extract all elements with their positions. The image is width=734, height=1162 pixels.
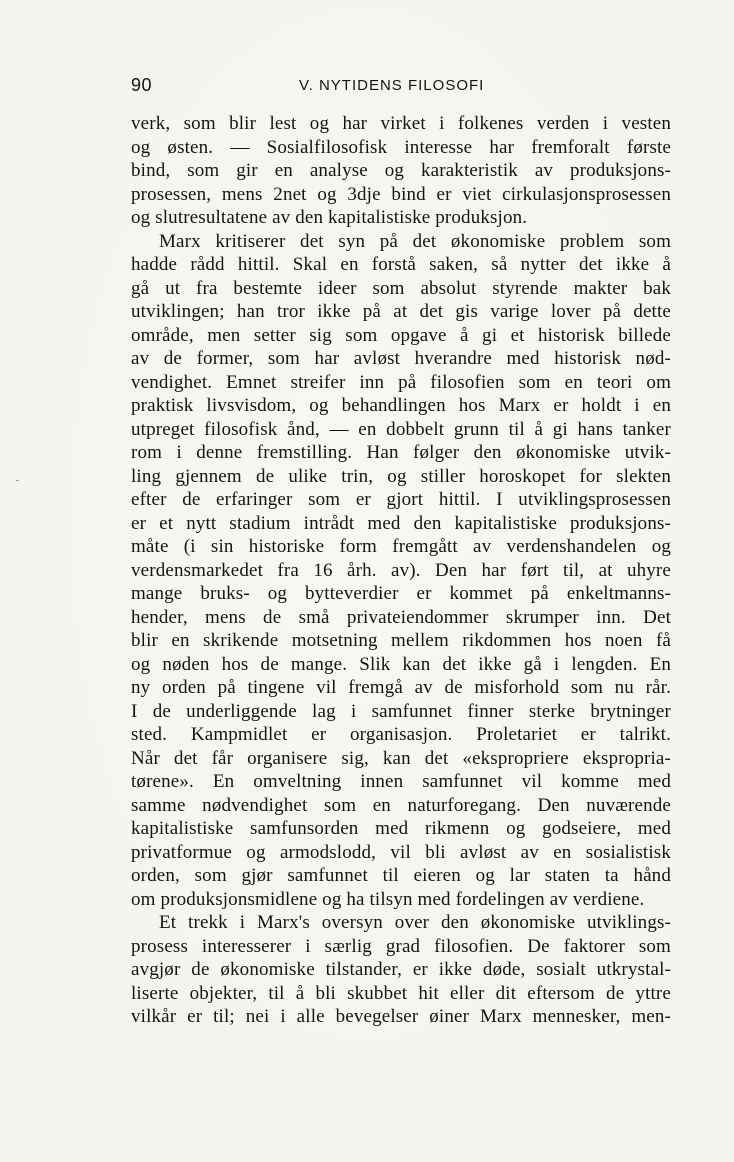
page-header bbox=[131, 75, 671, 97]
text-line: blir en skrikende motsetning mellem rikdommen hos noen få bbox=[131, 630, 671, 651]
text-line: verk, som blir lest og har virket i folkenes verden i vesten bbox=[131, 113, 671, 134]
text-line: område, men setter sig som opgave å gi et historisk billede bbox=[131, 324, 671, 346]
text-line: tørene». En omveltning innen samfunnet vil komme med bbox=[131, 771, 671, 792]
text-line: Et trekk i Marx's oversyn over den økonomiske utviklings- bbox=[159, 912, 671, 933]
text-line: I de underliggende lag i samfunnet finner sterke brytninger bbox=[131, 700, 671, 722]
body-text bbox=[131, 112, 671, 1029]
text-line: prosess interesserer i særlig grad filosofien. De faktorer som bbox=[131, 935, 671, 957]
text-line: ny orden på tingene vil fremgå av de misforhold som nu rår. bbox=[131, 677, 671, 698]
text-line: rom i denne fremstilling. Han følger den økonomiske utvik- bbox=[131, 442, 671, 463]
page-number: 90 bbox=[131, 75, 153, 95]
text-line: mange bruks- og bytteverdier er kommet på enkeltmanns- bbox=[131, 583, 671, 604]
text-line: og slutresultatene av den kapitalistiske produksjon. bbox=[131, 207, 528, 228]
text-line: privatformue og armodslodd, vil bli avløst av en sosialistisk bbox=[131, 841, 671, 863]
text-line: praktisk livsvisdom, og behandlingen hos Marx er holdt i en bbox=[131, 395, 671, 416]
text-line: ling gjennem de ulike trin, og stiller horoskopet for slekten bbox=[131, 465, 671, 487]
text-line: om produksjonsmidlene og ha tilsyn med fordelingen av verdiene. bbox=[131, 888, 645, 910]
text-line: utviklingen; han tror ikke på at det gis varige lover på dette bbox=[131, 301, 671, 322]
text-line: og nøden hos de mange. Slik kan det ikke gå i lengden. En bbox=[131, 653, 671, 675]
text-line: måte (i sin historiske form fremgått av verdenshandelen og bbox=[131, 536, 671, 557]
text-line: av de former, som har avløst hverandre med historisk nød- bbox=[131, 348, 671, 369]
text-line: efter de erfaringer som er gjort hittil. I utviklingsprosessen bbox=[131, 489, 671, 510]
text-line: sted. Kampmidlet er organisasjon. Proletariet er talrikt. bbox=[131, 724, 671, 745]
text-line: samme nødvendighet som en naturforegang. Den nuværende bbox=[131, 794, 671, 816]
text-line: hadde rådd hittil. Skal en forstå saken, så nytter det ikke å bbox=[131, 254, 671, 275]
running-head: V. NYTIDENS FILOSOFI bbox=[299, 77, 485, 94]
text-line: bind, som gir en analyse og karakteristik av produksjons- bbox=[131, 160, 671, 181]
text-line: gå ut fra bestemte ideer som absolut styrende makter bak bbox=[131, 277, 671, 299]
text-line: verdensmarkedet fra 16 årh. av). Den har ført til, at uhyre bbox=[131, 559, 671, 581]
text-line: vilkår er til; nei i alle bevegelser øiner Marx mennesker, men- bbox=[131, 1006, 671, 1027]
text-line: Når det får organisere sig, kan det «ekspropriere ekspropria- bbox=[131, 747, 671, 769]
text-line: vendighet. Emnet streifer inn på filosofien som en teori om bbox=[131, 371, 671, 393]
text-line: orden, som gjør samfunnet til eieren og lar staten ta hånd bbox=[131, 865, 671, 886]
text-line: prosessen, mens 2net og 3dje bind er viet cirkulasjonsprosessen bbox=[131, 183, 671, 205]
margin-mark bbox=[16, 480, 19, 481]
text-line: er et nytt stadium intrådt med den kapitalistiske produksjons- bbox=[131, 512, 671, 534]
text-line: hender, mens de små privateiendommer skrumper inn. Det bbox=[131, 606, 671, 628]
text-line: kapitalistiske samfunsorden med rikmenn og godseiere, med bbox=[131, 818, 671, 839]
text-line: avgjør de økonomiske tilstander, er ikke døde, sosialt utkrystal- bbox=[131, 959, 671, 980]
text-line: og østen. — Sosialfilosofisk interesse har fremforalt første bbox=[131, 136, 671, 158]
text-line: utpreget filosofisk ånd, — en dobbelt grunn til å gi hans tanker bbox=[131, 418, 671, 440]
text-line: liserte objekter, til å bli skubbet hit eller dit eftersom de yttre bbox=[131, 982, 671, 1004]
text-line: Marx kritiserer det syn på det økonomiske problem som bbox=[159, 230, 671, 252]
